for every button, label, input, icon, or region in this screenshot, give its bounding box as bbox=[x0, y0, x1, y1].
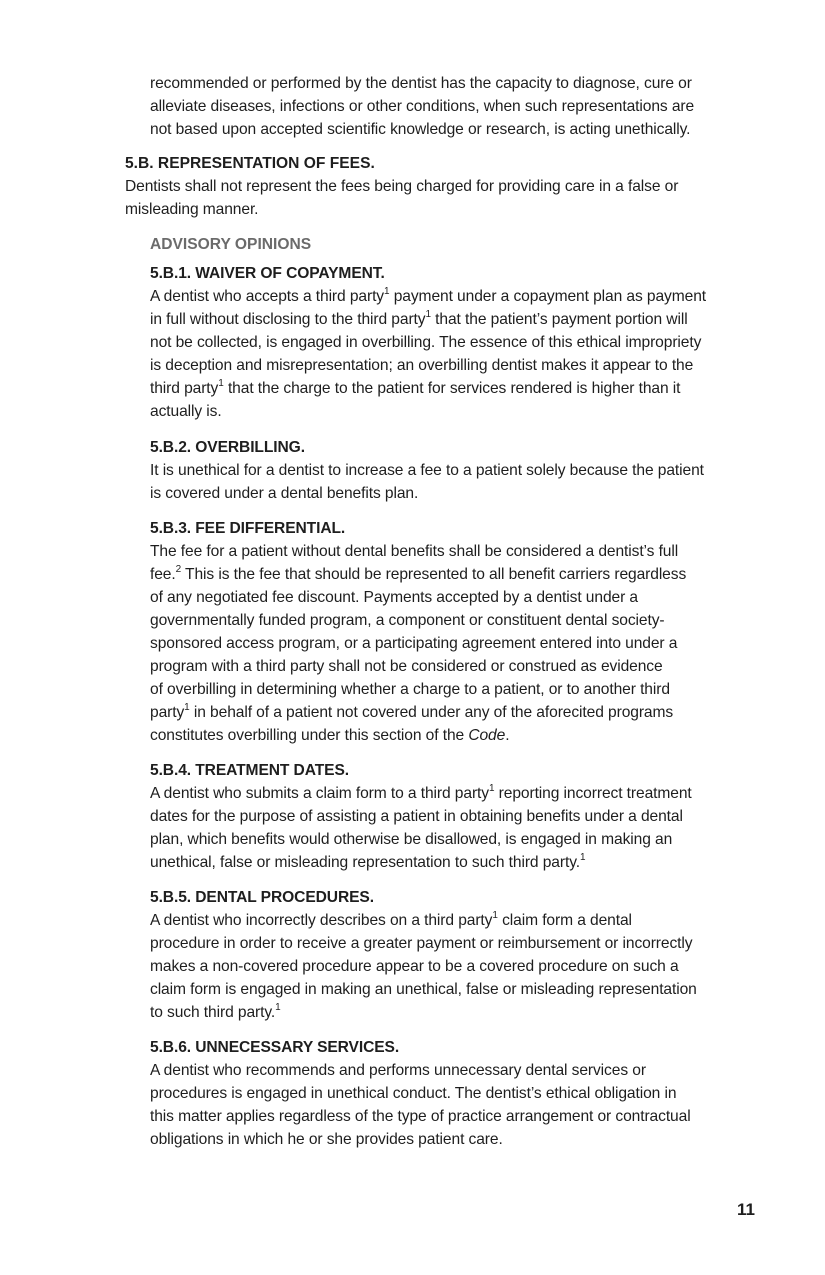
text-run: unethical, false or misleading representation to such third party. bbox=[150, 854, 580, 871]
opinion-waiver-of-copayment bbox=[150, 262, 760, 423]
opinion-unnecessary-services bbox=[150, 1036, 760, 1151]
text-line: this matter applies regardless of the type of practice arrangement or contractual bbox=[150, 1108, 691, 1125]
text-run: to such third party. bbox=[150, 1004, 276, 1021]
text-run: in behalf of a patient not covered under any of the aforecited programs bbox=[189, 704, 674, 721]
text-line bbox=[150, 782, 760, 805]
text-line: procedure in order to receive a greater payment or reimbursement or incorrectly bbox=[150, 935, 693, 952]
text-line: obligations in which he or she provides patient care. bbox=[150, 1131, 503, 1148]
text-line bbox=[150, 909, 760, 932]
opinion-title: 5.B.5. DENTAL PROCEDURES. bbox=[150, 889, 374, 906]
text-run: reporting incorrect treatment bbox=[494, 785, 692, 802]
text-run: . bbox=[505, 727, 510, 744]
text-line: not based upon accepted scientific knowledge or research, is acting unethically. bbox=[150, 121, 691, 138]
text-line: The fee for a patient without dental benefits shall be considered a dentist’s full bbox=[150, 543, 679, 560]
text-line: is deception and misrepresentation; an overbilling dentist makes it appear to the bbox=[150, 357, 694, 374]
opinion-title: 5.B.1. WAIVER OF COPAYMENT. bbox=[150, 265, 385, 282]
text-line: actually is. bbox=[150, 403, 222, 420]
text-line bbox=[150, 285, 760, 308]
text-run: party bbox=[150, 704, 185, 721]
footnote-ref: 1 bbox=[579, 851, 586, 863]
opinion-overbilling bbox=[150, 436, 760, 505]
section-paragraph bbox=[125, 175, 765, 221]
text-line: recommended or performed by the dentist has the capacity to diagnose, cure or bbox=[150, 75, 692, 92]
opinion-fee-differential bbox=[150, 517, 760, 747]
text-line: of any negotiated fee discount. Payments accepted by a dentist under a bbox=[150, 589, 638, 606]
text-line: A dentist who recommends and performs unnecessary dental services or bbox=[150, 1062, 646, 1079]
text-run: that the charge to the patient for services rendered is higher than it bbox=[223, 380, 681, 397]
opinion-dental-procedures bbox=[150, 886, 760, 1024]
footnote-ref: 1 bbox=[425, 308, 431, 320]
text-line: governmentally funded program, a component or constituent dental society- bbox=[150, 612, 665, 629]
text-line: of overbilling in determining whether a charge to a patient, or to another third bbox=[150, 681, 670, 698]
text-run: constitutes overbilling under this section of the bbox=[150, 727, 469, 744]
opinion-title: 5.B.4. TREATMENT DATES. bbox=[150, 762, 349, 779]
text-run: in full without disclosing to the third party bbox=[150, 311, 426, 328]
opinion-title: 5.B.2. OVERBILLING. bbox=[150, 439, 305, 456]
text-line: is covered under a dental benefits plan. bbox=[150, 485, 419, 502]
text-line bbox=[150, 724, 760, 747]
text-run: A dentist who accepts a third party bbox=[150, 288, 385, 305]
text-run: A dentist who submits a claim form to a third party bbox=[150, 785, 489, 802]
footnote-ref: 1 bbox=[184, 701, 190, 713]
opinion-treatment-dates bbox=[150, 759, 760, 874]
text-run: claim form a dental bbox=[497, 912, 632, 929]
text-line bbox=[150, 308, 760, 331]
text-line: misleading manner. bbox=[125, 201, 259, 218]
text-line: program with a third party shall not be considered or construed as evidence bbox=[150, 658, 663, 675]
text-line bbox=[150, 701, 760, 724]
text-line: procedures is engaged in unethical conduct. The dentist’s ethical obligation in bbox=[150, 1085, 677, 1102]
text-run: payment under a copayment plan as payment bbox=[389, 288, 707, 305]
text-line bbox=[150, 377, 760, 400]
code-emphasis: Code bbox=[468, 727, 506, 744]
text-run: This is the fee that should be represented to all benefit carriers regardless bbox=[181, 566, 687, 583]
text-line bbox=[150, 1001, 760, 1024]
text-line: dates for the purpose of assisting a patient in obtaining benefits under a dental bbox=[150, 808, 683, 825]
page-number: 11 bbox=[737, 1200, 755, 1219]
text-line bbox=[150, 851, 760, 874]
advisory-opinions-label: ADVISORY OPINIONS bbox=[150, 236, 312, 253]
text-line bbox=[150, 563, 760, 586]
intro-paragraph bbox=[150, 72, 790, 141]
footnote-ref: 1 bbox=[488, 782, 495, 794]
opinion-title: 5.B.6. UNNECESSARY SERVICES. bbox=[150, 1039, 400, 1056]
footnote-ref: 1 bbox=[384, 285, 390, 297]
text-run: that the patient’s payment portion will bbox=[430, 311, 688, 328]
section-heading: 5.B. REPRESENTATION OF FEES. bbox=[125, 155, 375, 172]
text-line: sponsored access program, or a participating agreement entered into under a bbox=[150, 635, 678, 652]
text-run: fee. bbox=[150, 566, 176, 583]
text-line: claim form is engaged in making an unethical, false or misleading representation bbox=[150, 981, 697, 998]
opinion-title: 5.B.3. FEE DIFFERENTIAL. bbox=[150, 520, 346, 537]
text-line: makes a non-covered procedure appear to be a covered procedure on such a bbox=[150, 958, 679, 975]
text-run: A dentist who incorrectly describes on a third party bbox=[150, 912, 493, 929]
text-line: not be collected, is engaged in overbilling. The essence of this ethical impropriety bbox=[150, 334, 702, 351]
footnote-ref: 1 bbox=[218, 377, 224, 389]
footnote-ref: 1 bbox=[275, 1001, 281, 1013]
text-line: alleviate diseases, infections or other conditions, when such representations are bbox=[150, 98, 695, 115]
footnote-ref: 2 bbox=[175, 563, 182, 575]
text-line: plan, which benefits would otherwise be disallowed, is engaged in making an bbox=[150, 831, 673, 848]
footnote-ref: 1 bbox=[492, 909, 498, 921]
text-line: It is unethical for a dentist to increase a fee to a patient solely because the patient bbox=[150, 462, 704, 479]
text-line: Dentists shall not represent the fees being charged for providing care in a false or bbox=[125, 178, 679, 195]
text-run: third party bbox=[150, 380, 219, 397]
